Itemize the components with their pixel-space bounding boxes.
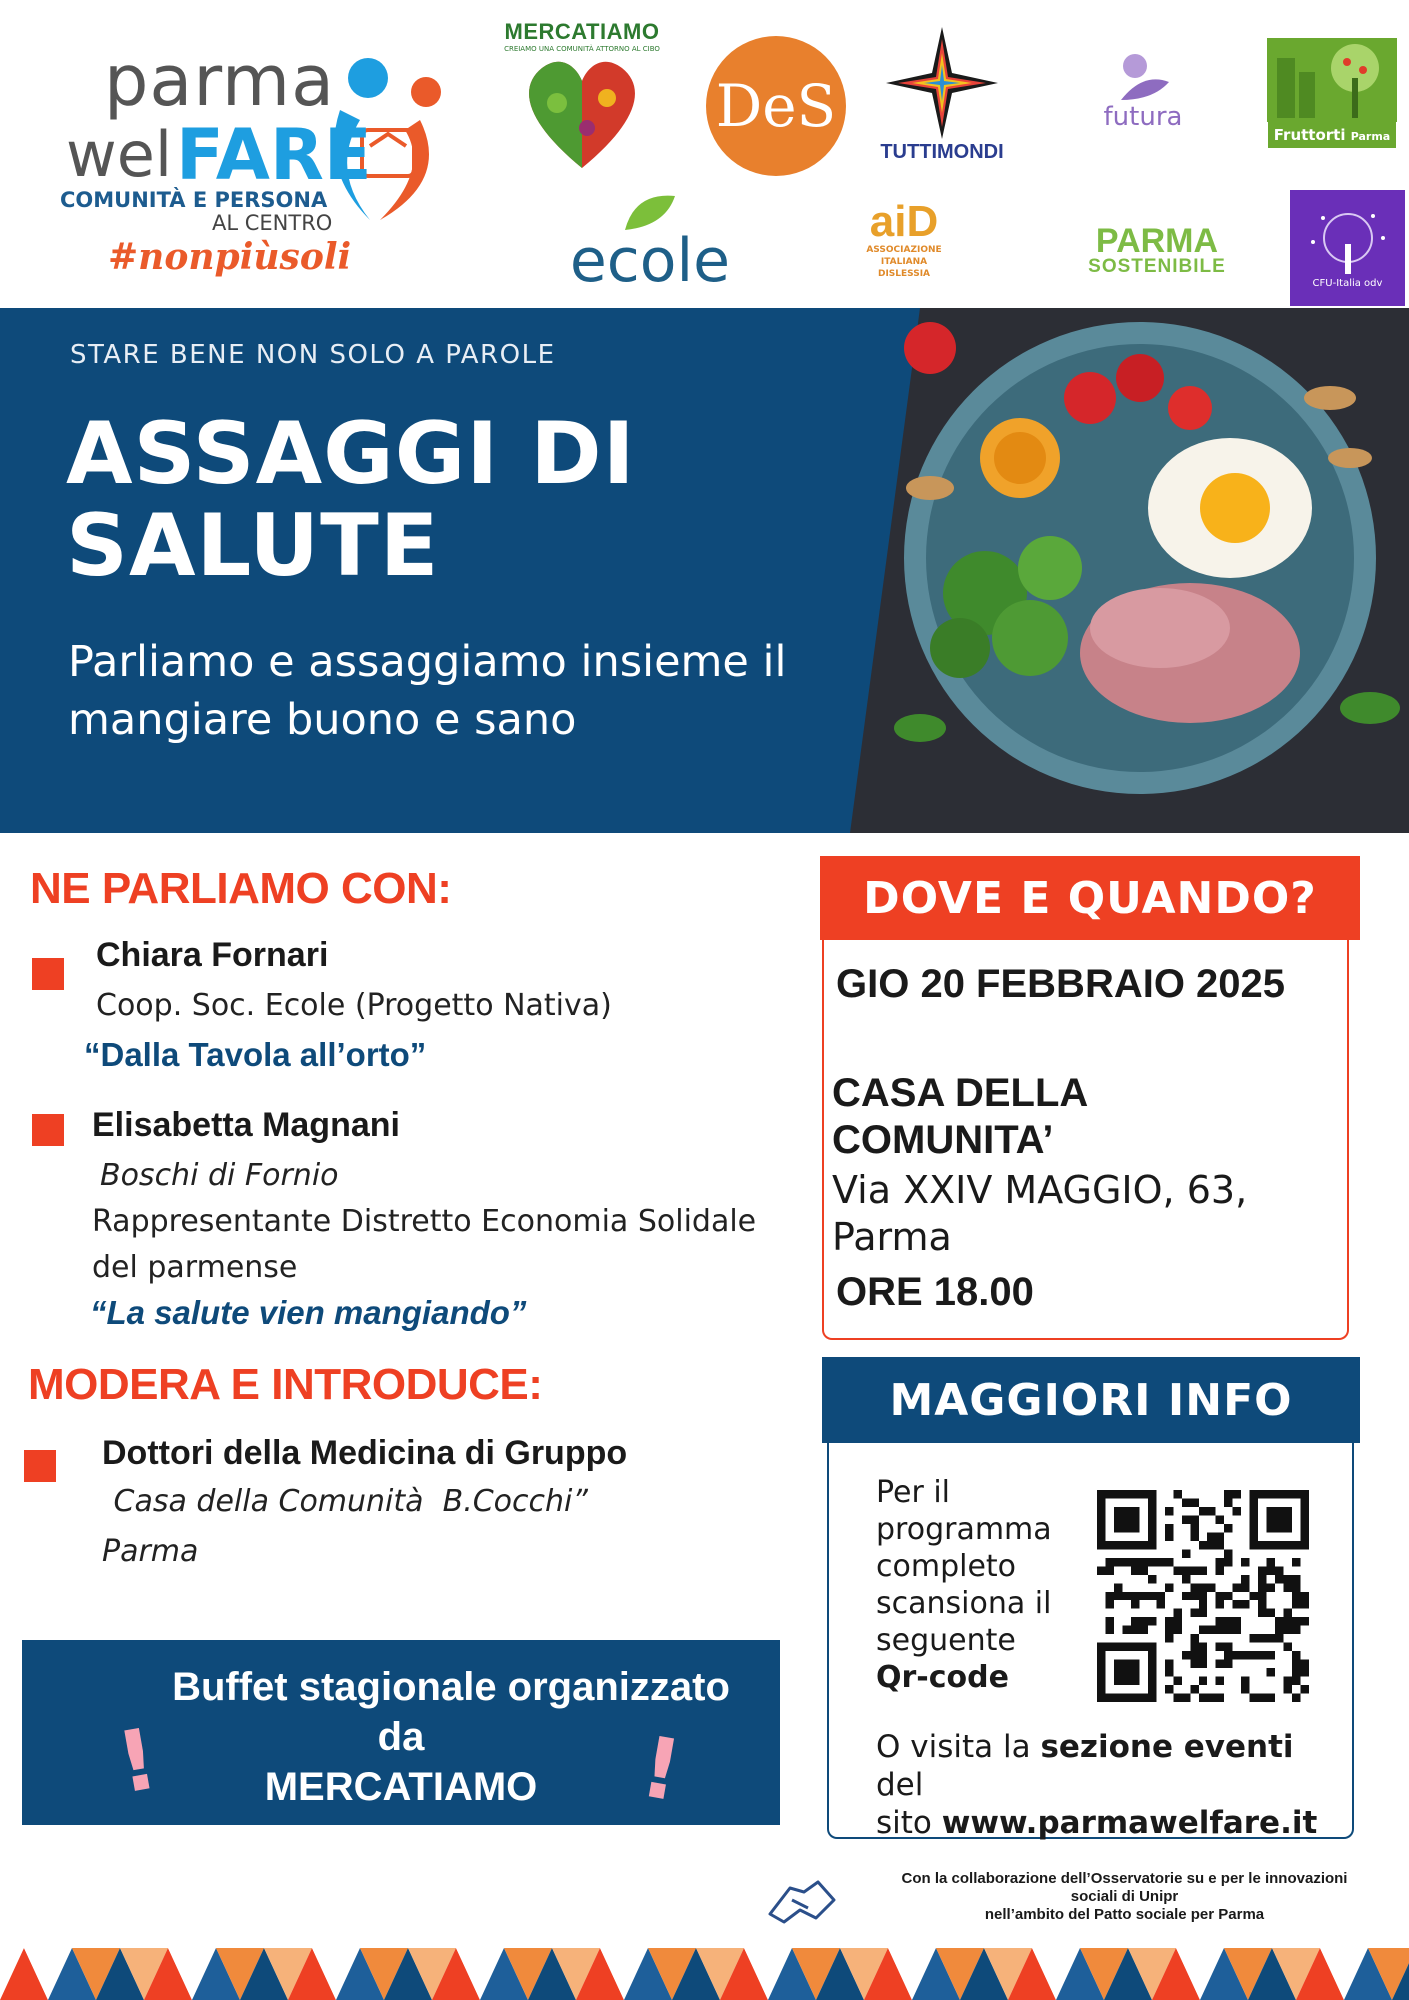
des-mark [706, 36, 846, 176]
event-address-line-2: Parma [832, 1215, 952, 1259]
buffet-banner [22, 1640, 780, 1825]
visit-mid: del [876, 1767, 924, 1803]
qr-code[interactable] [1097, 1490, 1309, 1702]
speaker-2-role-line-1: Rappresentante Distretto Economia Solidale [92, 1204, 757, 1239]
cfu-label: CFU-Italia odv [1312, 277, 1383, 289]
logo-word-wel: wel [66, 118, 173, 191]
futura-figure-icon [1113, 52, 1173, 102]
parma-welfare-logo [60, 40, 372, 295]
speaker-1-talk: “Dalla Tavola all’orto” [84, 1036, 427, 1073]
where-when-heading-box [820, 856, 1360, 940]
footer-line-3: nell’ambito del Patto sociale per Parma [984, 1906, 1265, 1923]
decorative-triangle-strip [0, 1948, 1409, 2000]
mercatiamo-logo [492, 16, 672, 176]
more-info-line-3: completo [876, 1549, 1017, 1584]
more-info-text [876, 1474, 1076, 1696]
buffet-line-1: Buffet stagionale organizzato [172, 1665, 730, 1709]
healthy-plate-image [810, 308, 1409, 833]
footer-line-1: Con la collaborazione dell’Osservatorie su e per le innovazioni [901, 1870, 1348, 1887]
parma-sostenibile-logo [1052, 206, 1262, 298]
aid-line-3: DISLESSIA [877, 269, 931, 279]
buffet-line-2: da [377, 1715, 425, 1759]
fruttorti-label: Fruttorti [1273, 126, 1346, 144]
aid-line-2: ITALIANA [880, 257, 928, 267]
tree-garden-icon [1267, 38, 1397, 122]
fruttorti-label-2: Parma [1350, 130, 1391, 143]
speaker-1-affiliation: Coop. Soc. Ecole (Progetto Nativa) [96, 988, 612, 1023]
mercatiamo-title: MERCATIAMO [504, 19, 660, 44]
event-time: ORE 18.00 [836, 1270, 1034, 1314]
futura-label: futura [1103, 102, 1183, 132]
hero-banner [0, 308, 1409, 833]
speakers-heading: NE PARLIAMO CON: [30, 864, 452, 913]
square-bullet-icon [32, 1114, 64, 1146]
hero-title-line-1: ASSAGGI DI [66, 404, 636, 504]
speaker-2-role-line-2: del parmense [92, 1250, 298, 1285]
where-when-heading: DOVE E QUANDO? [863, 872, 1317, 924]
logo-tagline-2: AL CENTRO [212, 211, 333, 235]
more-info-line-1: Per il [876, 1475, 951, 1510]
event-venue-line-1: CASA DELLA [832, 1071, 1089, 1115]
ecole-label: ecole [569, 226, 731, 296]
speaker-2-name: Elisabetta Magnani [92, 1106, 400, 1144]
des-logo [706, 36, 846, 176]
fruttorti-label-box [1268, 122, 1396, 148]
aid-line-1: ASSOCIAZIONE [866, 245, 942, 255]
event-venue [832, 1070, 1088, 1164]
aid-mark: aiD [869, 197, 939, 246]
event-date: GIO 20 FEBBRAIO 2025 [836, 962, 1286, 1006]
mercatiamo-subtitle: CREIAMO UNA COMUNITÀ ATTORNO AL CIBO [504, 45, 660, 53]
speaker-2-talk: “La salute vien mangiando” [90, 1294, 527, 1331]
more-info-line-5: seguente [876, 1623, 1016, 1658]
more-info-visit [876, 1728, 1336, 1842]
logo-hashtag: #nonpiùsoli [108, 236, 352, 278]
parma-sostenibile-line-2: SOSTENIBILE [1088, 256, 1226, 277]
futura-logo [1078, 42, 1208, 142]
events-section-link[interactable]: sezione eventi [1040, 1729, 1294, 1765]
food-photo [810, 308, 1409, 833]
speaker-2-place: Boschi di Fornio [100, 1158, 339, 1193]
hero-title-line-2: SALUTE [66, 496, 440, 596]
tree-stars-icon [1303, 208, 1393, 278]
square-bullet-icon [32, 958, 64, 990]
event-address [832, 1167, 1247, 1261]
ecole-logo [530, 186, 770, 296]
cfu-logo [1290, 190, 1405, 306]
visit-line2-prefix: sito [876, 1805, 942, 1841]
logo-word-fare: FARE [176, 114, 372, 196]
heart-vegetables-icon [517, 53, 647, 173]
exclamation-icon: ! [633, 1717, 689, 1821]
logo-tagline-1: COMUNITÀ E PERSONA [60, 188, 328, 212]
more-info-heading: MAGGIORI INFO [889, 1374, 1293, 1426]
hero-kicker: STARE BENE NON SOLO A PAROLE [70, 340, 556, 370]
footer-collaboration-note [842, 1870, 1407, 1924]
tuttimondi-logo [872, 14, 1012, 174]
speaker-1-name: Chiara Fornari [96, 936, 329, 974]
visit-prefix: O visita la [876, 1729, 1041, 1765]
more-info-heading-box [822, 1357, 1360, 1443]
des-mark-text: DeS [715, 72, 837, 140]
aid-logo [834, 180, 974, 300]
star-compass-icon [884, 25, 1000, 141]
exclamation-icon: ! [109, 1709, 165, 1813]
event-venue-line-2: COMUNITA’ [832, 1118, 1054, 1162]
footer-line-2: sociali di Unipr [1070, 1888, 1179, 1905]
more-info-line-4: scansiona il [876, 1586, 1052, 1621]
hero-subtitle: Parliamo e assaggiamo insieme il mangiare buono e sano [68, 637, 787, 745]
buffet-line-3: MERCATIAMO [264, 1765, 538, 1809]
handshake-icon [764, 1870, 840, 1926]
website-link[interactable]: www.parmawelfare.it [941, 1805, 1318, 1841]
tuttimondi-label: TUTTIMONDI [880, 140, 1004, 163]
hero-title [66, 404, 826, 596]
more-info-line-6: Qr-code [876, 1660, 1009, 1695]
parma-sostenibile-line-1: PARMA [1095, 222, 1219, 260]
moderator-name: Dottori della Medicina di Gruppo [102, 1434, 628, 1472]
square-bullet-icon [24, 1450, 56, 1482]
event-address-line-1: Via XXIV MAGGIO, 63, [832, 1168, 1248, 1212]
more-info-line-2: programma [876, 1512, 1052, 1547]
moderator-line-2: Parma [102, 1534, 199, 1569]
logo-word-parma: parma [104, 40, 335, 122]
moderator-heading: MODERA E INTRODUCE: [28, 1360, 543, 1409]
fruttorti-logo [1262, 28, 1402, 158]
moderator-line-1: Casa della Comunità B.Cocchi” [104, 1484, 588, 1519]
